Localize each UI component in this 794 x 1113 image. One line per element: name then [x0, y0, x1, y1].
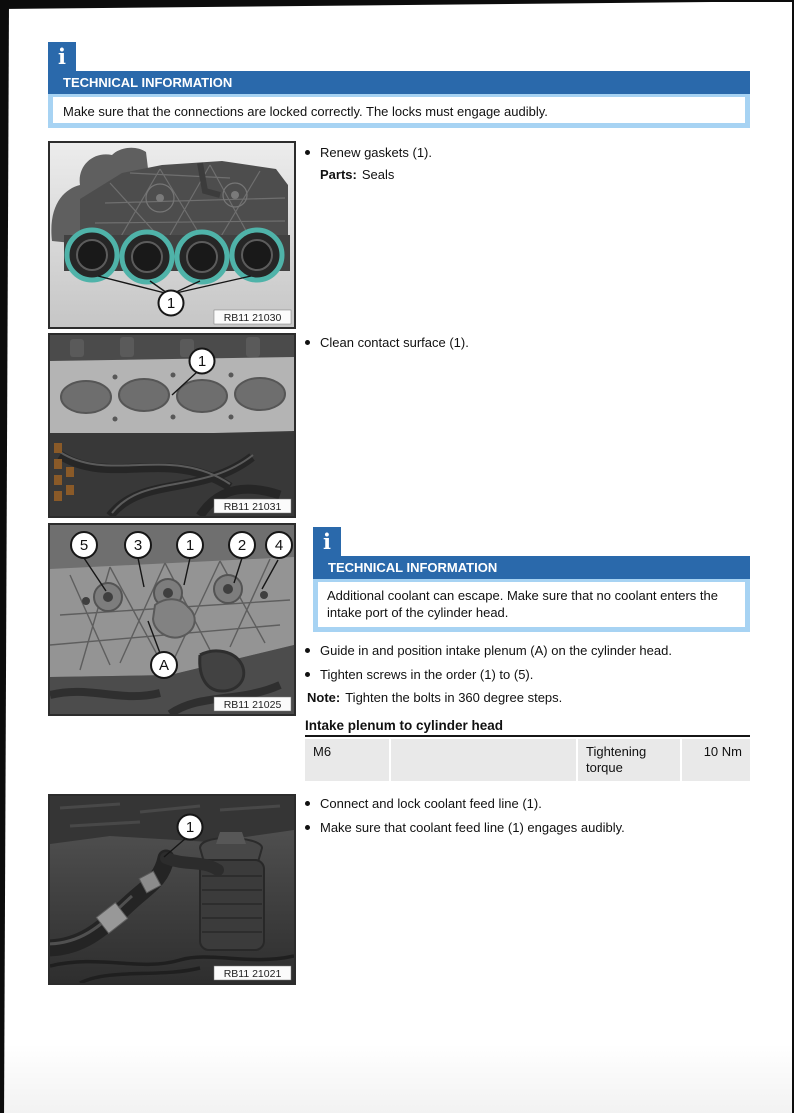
figure-plenum-bolt-order [48, 523, 296, 716]
instruction-connect-coolant-line [305, 795, 750, 812]
callout-3-number: 3 [133, 537, 143, 554]
table-cell-fastener: M6 [305, 739, 389, 781]
table-cell-spec-type: Tightening torque [578, 739, 680, 781]
instruction-renew-gaskets [305, 144, 750, 161]
note-text: Tighten the bolts in 360 degree steps. [345, 690, 563, 705]
instruction-text: Clean contact surface (1). [320, 335, 469, 350]
callout-1-number: 1 [197, 353, 207, 370]
figure-coolant-feed-line [48, 794, 296, 985]
coolant-line-photo [50, 796, 294, 983]
info-icon-glyph: i [58, 44, 66, 69]
contact-surface-photo [50, 335, 294, 516]
callout-1-number: 1 [185, 819, 195, 836]
parts-value: Seals [361, 167, 395, 182]
info-box-text: Make sure that the connections are locked correctly. The locks must engage audibly. [53, 97, 745, 123]
info-box-body [48, 94, 750, 128]
torque-table-rule [305, 735, 750, 737]
table-cell-value: 10 Nm [682, 739, 750, 781]
figure-reference-label: RB11 21030 [223, 312, 282, 324]
info-box-text: Additional coolant can escape. Make sure that no coolant enters the intake port of the cylinder head. [318, 582, 745, 627]
info-icon [313, 527, 341, 556]
figure-reference-label: RB11 21031 [223, 501, 282, 513]
bullet-dot [305, 672, 310, 677]
figure-contact-surface [48, 333, 296, 518]
callout-1-number: 1 [166, 295, 176, 312]
figure-reference-label: RB11 21021 [223, 968, 282, 980]
callout-1-number: 1 [185, 537, 195, 554]
figure-intake-manifold [48, 141, 296, 329]
instruction-text: Guide in and position intake plenum (A) on the cylinder head. [320, 643, 672, 658]
info-box-body [313, 579, 750, 632]
intake-manifold-photo [50, 143, 294, 327]
bullet-dot [305, 648, 310, 653]
instruction-clean-surface [305, 334, 750, 351]
note-line [307, 689, 752, 706]
bullet-dot [305, 801, 310, 806]
plenum-photo [50, 525, 294, 714]
callout-2-number: 2 [237, 537, 247, 554]
torque-table-title: Intake plenum to cylinder head [305, 718, 504, 733]
instruction-guide-plenum [305, 642, 750, 659]
bullet-dot [305, 340, 310, 345]
instruction-text: Make sure that coolant feed line (1) engages audibly. [320, 820, 625, 835]
parts-label: Parts: [320, 167, 357, 182]
parts-line [320, 166, 765, 183]
info-box-title-bar [48, 71, 750, 94]
note-label: Note: [307, 690, 341, 705]
instruction-tighten-screws [305, 666, 750, 683]
instruction-text: Renew gaskets (1). [320, 145, 432, 160]
instruction-text: Tighten screws in the order (1) to (5). [320, 667, 534, 682]
callout-a-letter: A [158, 657, 170, 674]
instruction-coolant-line-engage [305, 819, 750, 836]
info-icon-glyph: i [323, 529, 331, 554]
figure-reference-label: RB11 21025 [223, 699, 282, 711]
bullet-dot [305, 150, 310, 155]
callout-5-number: 5 [79, 537, 89, 554]
torque-table-row [305, 739, 750, 777]
info-box-title: TECHNICAL INFORMATION [63, 75, 233, 90]
table-cell-empty [391, 739, 576, 781]
instruction-text: Connect and lock coolant feed line (1). [320, 796, 542, 811]
callout-4-number: 4 [274, 537, 284, 554]
info-icon [48, 42, 76, 71]
info-box-title-bar [313, 556, 750, 579]
bullet-dot [305, 825, 310, 830]
info-box-title: TECHNICAL INFORMATION [328, 560, 498, 575]
